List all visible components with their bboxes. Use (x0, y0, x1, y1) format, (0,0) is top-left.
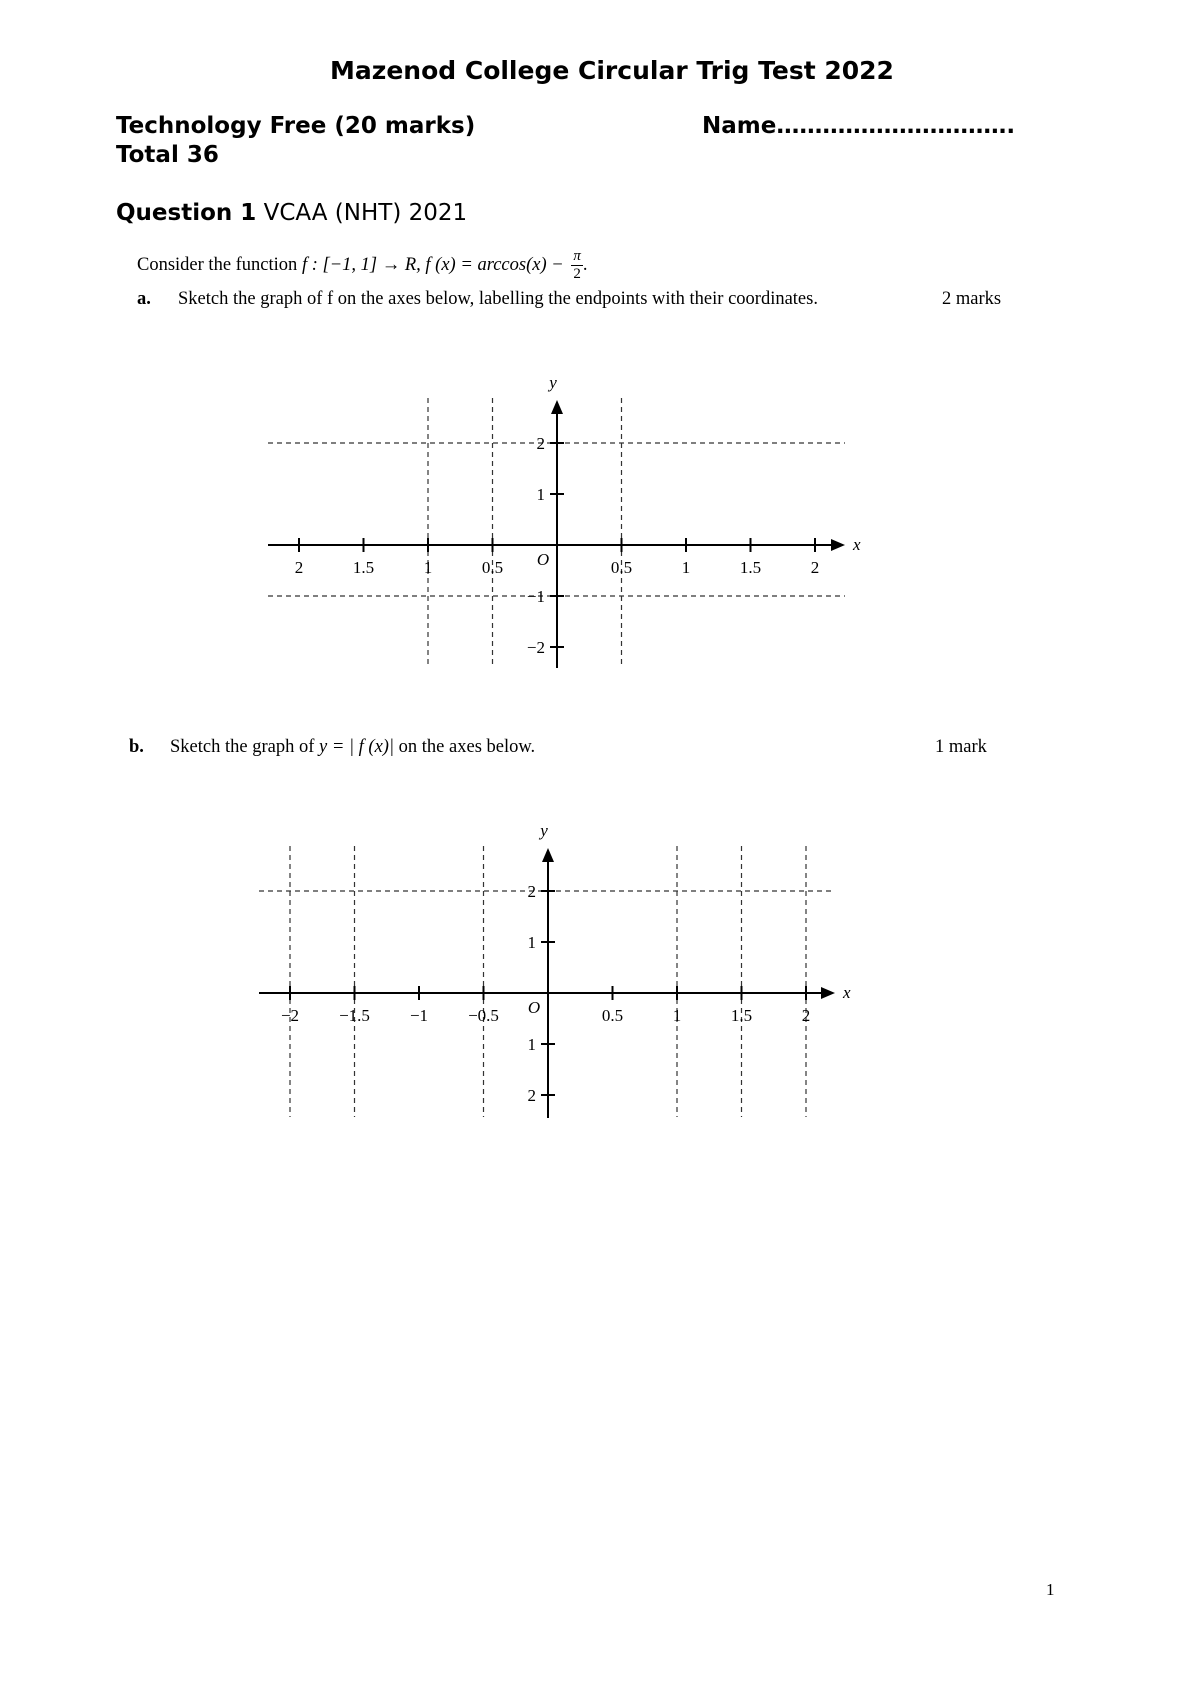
question-number: Question 1 (116, 200, 257, 226)
graph-b-x-label: x (843, 983, 851, 1002)
stem-definition: f : [−1, 1] → R, f (x) = arccos(x) − (301, 254, 564, 275)
graph-a-x-arrow (831, 539, 845, 551)
graph-a-origin-label: O (536, 550, 550, 569)
graph-a-x-tick-label: 2 (294, 558, 304, 577)
graph-b-x-tick-label: 2 (801, 1006, 811, 1025)
part-b-text-start: Sketch the graph of (170, 737, 315, 757)
graph-b-x-tick-label: −2 (280, 1006, 300, 1025)
graph-a-x-tick-label: 1 (681, 558, 691, 577)
graph-b-y-tick-label: 1 (527, 933, 536, 952)
name-field: Name…………………………. (702, 113, 1016, 139)
stem-intro: Consider the function (137, 254, 298, 275)
part-a-marks: 2 marks (942, 289, 1002, 309)
graph-a-x-tick-label: 2 (810, 558, 820, 577)
graph-b-y-tick-label: 1 (527, 1035, 536, 1054)
graph-a-x-tick-label: 1 (423, 558, 433, 577)
graph-b-x-tick-label: 0.5 (601, 1006, 624, 1025)
frac-numerator: π (573, 248, 581, 264)
part-b-marks: 1 mark (935, 737, 987, 757)
graph-b-x-tick-label: −1 (409, 1006, 429, 1025)
part-b-text (170, 737, 535, 758)
graph-a-y-tick-label: −2 (526, 638, 545, 657)
graph-a-x-tick-label: 1.5 (352, 558, 375, 577)
page-title: Mazenod College Circular Trig Test 2022 (330, 56, 894, 85)
graph-b-x-tick-label: −1.5 (339, 1006, 370, 1025)
graph-a-x-tick-label: 0.5 (610, 558, 633, 577)
part-a-label: a. (137, 289, 151, 309)
question-source: VCAA (NHT) 2021 (263, 200, 468, 226)
part-b-label: b. (129, 737, 144, 757)
graph-b-y-label: y (540, 821, 548, 840)
graph-b-x-tick-label: 1 (672, 1006, 682, 1025)
part-a-text: Sketch the graph of f on the axes below, labelling the endpoints with their coordinates. (178, 289, 818, 309)
part-b-math: y = | f (x)| (319, 737, 395, 757)
total-marks: Total 36 (116, 142, 219, 168)
graph-a-x-tick-label: 0.5 (481, 558, 504, 577)
graph-a-y-arrow (551, 400, 563, 414)
page-number: 1 (1046, 1580, 1055, 1599)
graph-a-x-label: x (853, 535, 861, 554)
graph-a-y-tick-label: 2 (536, 434, 545, 453)
graph-b-y-tick-label: 2 (527, 1086, 536, 1105)
graph-a-y-label: y (549, 373, 557, 392)
graph-a-x-tick-label: 1.5 (739, 558, 762, 577)
graph-b-x-tick-label: 1.5 (730, 1006, 753, 1025)
graph-b-x-tick-label: −0.5 (468, 1006, 499, 1025)
graph-a-y-tick-label: −1 (526, 587, 545, 606)
section-heading: Technology Free (20 marks) (116, 113, 476, 139)
part-b-text-end: on the axes below. (398, 737, 536, 757)
graph-b-y-tick-label: 2 (527, 882, 536, 901)
graph-b-origin-label: O (527, 998, 541, 1017)
graph-a-y-tick-label: 1 (536, 485, 545, 504)
frac-denominator: 2 (573, 266, 581, 282)
stem-end: . (582, 254, 588, 275)
